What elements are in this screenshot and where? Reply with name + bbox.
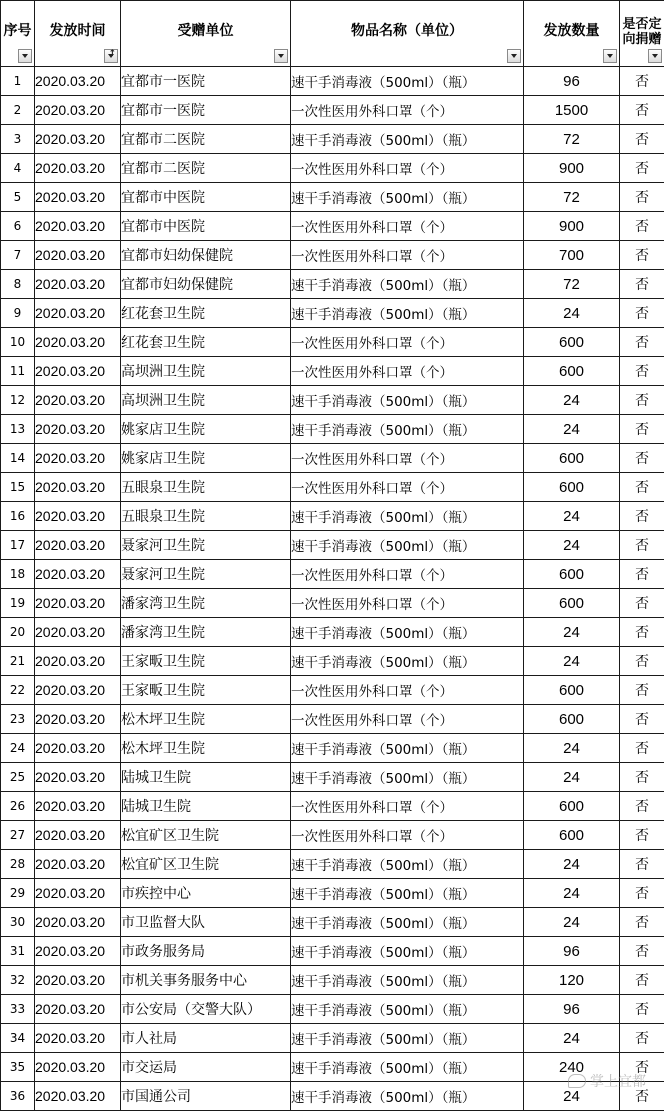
directed-donation-cell[interactable]: 否 — [620, 1024, 664, 1053]
item-name-cell[interactable]: 一次性医用外科口罩（个） — [291, 473, 524, 502]
item-name-filter-button[interactable] — [507, 49, 521, 63]
header-directed-donation — [620, 1, 664, 67]
item-name-cell[interactable]: 一次性医用外科口罩（个） — [291, 444, 524, 473]
issue-date-cell[interactable]: 2020.03.20 — [35, 1024, 121, 1053]
issue-date-cell[interactable]: 2020.03.20 — [35, 125, 121, 154]
issue-date-cell[interactable]: 2020.03.20 — [35, 299, 121, 328]
item-name-cell[interactable]: 速干手消毒液（500ml）（瓶） — [291, 1053, 524, 1082]
recipient-unit-cell[interactable]: 姚家店卫生院 — [121, 415, 291, 444]
recipient-unit-cell[interactable]: 陆城卫生院 — [121, 763, 291, 792]
directed-donation-filter-button[interactable] — [648, 49, 662, 63]
item-name-cell[interactable]: 速干手消毒液（500ml）（瓶） — [291, 415, 524, 444]
table-row — [1, 1053, 664, 1082]
directed-donation-cell[interactable]: 否 — [620, 96, 664, 125]
serial-number-cell[interactable]: 16 — [1, 502, 35, 531]
quantity-cell[interactable]: 96 — [524, 995, 620, 1024]
serial-number-cell[interactable]: 19 — [1, 589, 35, 618]
table-row — [1, 676, 664, 705]
table-row — [1, 473, 664, 502]
recipient-unit-cell[interactable]: 宜都市妇幼保健院 — [121, 270, 291, 299]
quantity-cell[interactable]: 96 — [524, 937, 620, 966]
recipient-unit-cell[interactable]: 松木坪卫生院 — [121, 705, 291, 734]
wechat-logo-icon — [568, 1074, 586, 1088]
serial-number-cell[interactable]: 7 — [1, 241, 35, 270]
serial-number-cell[interactable]: 13 — [1, 415, 35, 444]
issue-date-cell[interactable]: 2020.03.20 — [35, 995, 121, 1024]
issue-date-cell[interactable]: 2020.03.20 — [35, 96, 121, 125]
table-row — [1, 96, 664, 125]
issue-date-cell[interactable]: 2020.03.20 — [35, 386, 121, 415]
directed-donation-cell[interactable]: 否 — [620, 734, 664, 763]
header-issue-date — [35, 1, 121, 67]
table-row — [1, 647, 664, 676]
serial-number-cell[interactable]: 26 — [1, 792, 35, 821]
serial-number-cell[interactable]: 10 — [1, 328, 35, 357]
quantity-cell[interactable]: 600 — [524, 560, 620, 589]
serial-number-cell[interactable]: 2 — [1, 96, 35, 125]
item-name-cell[interactable]: 速干手消毒液（500ml）（瓶） — [291, 299, 524, 328]
item-name-cell[interactable]: 一次性医用外科口罩（个） — [291, 154, 524, 183]
quantity-cell[interactable]: 600 — [524, 473, 620, 502]
serial-number-cell[interactable]: 23 — [1, 705, 35, 734]
issue-date-cell[interactable]: 2020.03.20 — [35, 1053, 121, 1082]
header-serial-number-label: 序号 — [3, 22, 32, 39]
issue-date-cell[interactable]: 2020.03.20 — [35, 67, 121, 96]
quantity-cell[interactable]: 24 — [524, 850, 620, 879]
table-row — [1, 734, 664, 763]
issue-date-sort-filter-button[interactable] — [104, 49, 118, 63]
directed-donation-cell[interactable]: 否 — [620, 589, 664, 618]
serial-number-cell[interactable]: 22 — [1, 676, 35, 705]
issue-date-cell[interactable]: 2020.03.20 — [35, 908, 121, 937]
serial-number-cell[interactable]: 14 — [1, 444, 35, 473]
directed-donation-cell[interactable]: 否 — [620, 241, 664, 270]
item-name-cell[interactable]: 速干手消毒液（500ml）（瓶） — [291, 850, 524, 879]
serial-number-cell[interactable]: 6 — [1, 212, 35, 241]
table-row — [1, 995, 664, 1024]
quantity-filter-button[interactable] — [603, 49, 617, 63]
item-name-cell[interactable]: 速干手消毒液（500ml）（瓶） — [291, 618, 524, 647]
recipient-unit-cell[interactable]: 宜都市妇幼保健院 — [121, 241, 291, 270]
item-name-cell[interactable]: 速干手消毒液（500ml）（瓶） — [291, 995, 524, 1024]
issue-date-cell[interactable]: 2020.03.20 — [35, 415, 121, 444]
serial-number-cell[interactable]: 5 — [1, 183, 35, 212]
quantity-cell[interactable]: 600 — [524, 589, 620, 618]
recipient-unit-cell[interactable]: 王家畈卫生院 — [121, 676, 291, 705]
recipient-unit-cell[interactable]: 五眼泉卫生院 — [121, 473, 291, 502]
directed-donation-cell[interactable]: 否 — [620, 531, 664, 560]
item-name-cell[interactable]: 速干手消毒液（500ml）（瓶） — [291, 125, 524, 154]
item-name-cell[interactable]: 速干手消毒液（500ml）（瓶） — [291, 183, 524, 212]
item-name-cell[interactable]: 一次性医用外科口罩（个） — [291, 705, 524, 734]
quantity-cell[interactable]: 24 — [524, 908, 620, 937]
directed-donation-cell[interactable]: 否 — [620, 937, 664, 966]
quantity-cell[interactable]: 600 — [524, 444, 620, 473]
table-row — [1, 560, 664, 589]
issue-date-cell[interactable]: 2020.03.20 — [35, 154, 121, 183]
serial-number-cell[interactable]: 30 — [1, 908, 35, 937]
header-recipient-unit-label: 受赠单位 — [177, 22, 234, 39]
issue-date-cell[interactable]: 2020.03.20 — [35, 676, 121, 705]
directed-donation-cell[interactable]: 否 — [620, 1053, 664, 1082]
directed-donation-cell[interactable]: 否 — [620, 821, 664, 850]
directed-donation-cell[interactable]: 否 — [620, 763, 664, 792]
directed-donation-cell[interactable]: 否 — [620, 618, 664, 647]
quantity-cell[interactable]: 1500 — [524, 96, 620, 125]
recipient-unit-cell[interactable]: 高坝洲卫生院 — [121, 386, 291, 415]
issue-date-cell[interactable]: 2020.03.20 — [35, 821, 121, 850]
item-name-cell[interactable]: 速干手消毒液（500ml）（瓶） — [291, 763, 524, 792]
recipient-unit-cell[interactable]: 松宜矿区卫生院 — [121, 850, 291, 879]
issue-date-cell[interactable]: 2020.03.20 — [35, 531, 121, 560]
serial-number-cell[interactable]: 3 — [1, 125, 35, 154]
table-row — [1, 937, 664, 966]
watermark-text: 掌上宜都 — [590, 1074, 646, 1090]
dropdown-arrow-icon — [22, 54, 28, 58]
table-row — [1, 386, 664, 415]
directed-donation-cell[interactable]: 否 — [620, 154, 664, 183]
serial-number-cell[interactable]: 1 — [1, 67, 35, 96]
table-row — [1, 589, 664, 618]
header-recipient-unit — [121, 1, 291, 67]
issue-date-cell[interactable]: 2020.03.20 — [35, 850, 121, 879]
serial-number-cell[interactable]: 12 — [1, 386, 35, 415]
directed-donation-cell[interactable]: 否 — [620, 850, 664, 879]
recipient-unit-cell[interactable]: 市机关事务服务中心 — [121, 966, 291, 995]
directed-donation-cell[interactable]: 否 — [620, 386, 664, 415]
item-name-cell[interactable]: 速干手消毒液（500ml）（瓶） — [291, 67, 524, 96]
directed-donation-cell[interactable]: 否 — [620, 908, 664, 937]
table-row — [1, 328, 664, 357]
serial-number-cell[interactable]: 20 — [1, 618, 35, 647]
quantity-cell[interactable]: 72 — [524, 125, 620, 154]
recipient-unit-cell[interactable]: 宜都市二医院 — [121, 154, 291, 183]
directed-donation-cell[interactable]: 否 — [620, 705, 664, 734]
directed-donation-cell[interactable]: 否 — [620, 357, 664, 386]
quantity-cell[interactable]: 24 — [524, 1024, 620, 1053]
recipient-unit-cell[interactable]: 市疾控中心 — [121, 879, 291, 908]
table-row — [1, 763, 664, 792]
serial-number-filter-button[interactable] — [18, 49, 32, 63]
header-row — [1, 1, 664, 67]
recipient-unit-cell[interactable]: 陆城卫生院 — [121, 792, 291, 821]
item-name-cell[interactable]: 一次性医用外科口罩（个） — [291, 357, 524, 386]
table-row — [1, 966, 664, 995]
table-row — [1, 502, 664, 531]
recipient-unit-cell[interactable]: 宜都市中医院 — [121, 212, 291, 241]
serial-number-cell[interactable]: 27 — [1, 821, 35, 850]
quantity-cell[interactable]: 24 — [524, 647, 620, 676]
table-row — [1, 154, 664, 183]
table-row — [1, 792, 664, 821]
item-name-cell[interactable]: 速干手消毒液（500ml）（瓶） — [291, 937, 524, 966]
recipient-unit-cell[interactable]: 聂家河卫生院 — [121, 531, 291, 560]
item-name-cell[interactable]: 一次性医用外科口罩（个） — [291, 589, 524, 618]
issue-date-cell[interactable]: 2020.03.20 — [35, 328, 121, 357]
table-row — [1, 444, 664, 473]
table-row — [1, 415, 664, 444]
item-name-cell[interactable]: 速干手消毒液（500ml）（瓶） — [291, 908, 524, 937]
quantity-cell[interactable]: 600 — [524, 705, 620, 734]
issue-date-cell[interactable]: 2020.03.20 — [35, 618, 121, 647]
recipient-unit-cell[interactable]: 宜都市一医院 — [121, 96, 291, 125]
issue-date-cell[interactable]: 2020.03.20 — [35, 212, 121, 241]
quantity-cell[interactable]: 24 — [524, 299, 620, 328]
item-name-cell[interactable]: 速干手消毒液（500ml）（瓶） — [291, 531, 524, 560]
dropdown-arrow-icon — [278, 54, 284, 58]
serial-number-cell[interactable]: 15 — [1, 473, 35, 502]
serial-number-cell[interactable]: 32 — [1, 966, 35, 995]
watermark — [568, 1071, 646, 1091]
issue-date-cell[interactable]: 2020.03.20 — [35, 1082, 121, 1111]
issue-date-cell[interactable]: 2020.03.20 — [35, 589, 121, 618]
directed-donation-cell[interactable]: 否 — [620, 647, 664, 676]
table-row — [1, 125, 664, 154]
quantity-cell[interactable]: 24 — [524, 502, 620, 531]
serial-number-cell[interactable]: 17 — [1, 531, 35, 560]
issue-date-cell[interactable]: 2020.03.20 — [35, 270, 121, 299]
quantity-cell[interactable]: 24 — [524, 415, 620, 444]
issue-date-cell[interactable]: 2020.03.20 — [35, 473, 121, 502]
header-quantity — [524, 1, 620, 67]
item-name-cell[interactable]: 速干手消毒液（500ml）（瓶） — [291, 386, 524, 415]
item-name-cell[interactable]: 速干手消毒液（500ml）（瓶） — [291, 647, 524, 676]
directed-donation-cell[interactable]: 否 — [620, 995, 664, 1024]
directed-donation-cell[interactable]: 否 — [620, 676, 664, 705]
quantity-cell[interactable]: 700 — [524, 241, 620, 270]
item-name-cell[interactable]: 速干手消毒液（500ml）（瓶） — [291, 270, 524, 299]
issue-date-cell[interactable]: 2020.03.20 — [35, 937, 121, 966]
issue-date-cell[interactable]: 2020.03.20 — [35, 763, 121, 792]
quantity-cell[interactable]: 900 — [524, 212, 620, 241]
recipient-unit-cell[interactable]: 宜都市中医院 — [121, 183, 291, 212]
directed-donation-cell[interactable]: 否 — [620, 415, 664, 444]
table-row — [1, 67, 664, 96]
table-row — [1, 821, 664, 850]
recipient-unit-cell[interactable]: 聂家河卫生院 — [121, 560, 291, 589]
recipient-unit-cell[interactable]: 松木坪卫生院 — [121, 734, 291, 763]
quantity-cell[interactable]: 24 — [524, 1082, 620, 1111]
item-name-cell[interactable]: 一次性医用外科口罩（个） — [291, 821, 524, 850]
quantity-cell[interactable]: 24 — [524, 763, 620, 792]
serial-number-cell[interactable]: 11 — [1, 357, 35, 386]
item-name-cell[interactable]: 一次性医用外科口罩（个） — [291, 212, 524, 241]
directed-donation-cell[interactable]: 否 — [620, 792, 664, 821]
serial-number-cell[interactable]: 4 — [1, 154, 35, 183]
table-row — [1, 908, 664, 937]
recipient-unit-cell[interactable]: 五眼泉卫生院 — [121, 502, 291, 531]
recipient-unit-cell[interactable]: 宜都市一医院 — [121, 67, 291, 96]
quantity-cell[interactable]: 600 — [524, 328, 620, 357]
table-row — [1, 1024, 664, 1053]
quantity-cell[interactable]: 600 — [524, 792, 620, 821]
directed-donation-cell[interactable]: 否 — [620, 270, 664, 299]
recipient-unit-filter-button[interactable] — [274, 49, 288, 63]
quantity-cell[interactable]: 24 — [524, 618, 620, 647]
table-row — [1, 705, 664, 734]
recipient-unit-cell[interactable]: 市政务服务局 — [121, 937, 291, 966]
directed-donation-cell[interactable]: 否 — [620, 1082, 664, 1111]
item-name-cell[interactable]: 一次性医用外科口罩（个） — [291, 792, 524, 821]
directed-donation-cell[interactable]: 否 — [620, 67, 664, 96]
recipient-unit-cell[interactable]: 潘家湾卫生院 — [121, 589, 291, 618]
issue-date-cell[interactable]: 2020.03.20 — [35, 357, 121, 386]
recipient-unit-cell[interactable]: 红花套卫生院 — [121, 299, 291, 328]
item-name-cell[interactable]: 速干手消毒液（500ml）（瓶） — [291, 1024, 524, 1053]
recipient-unit-cell[interactable]: 市国通公司 — [121, 1082, 291, 1111]
directed-donation-cell[interactable]: 否 — [620, 125, 664, 154]
directed-donation-cell[interactable]: 否 — [620, 473, 664, 502]
item-name-cell[interactable]: 一次性医用外科口罩（个） — [291, 241, 524, 270]
header-directed-donation-label: 是否定向捐赠 — [622, 16, 662, 47]
table-row — [1, 618, 664, 647]
recipient-unit-cell[interactable]: 王家畈卫生院 — [121, 647, 291, 676]
issue-date-cell[interactable]: 2020.03.20 — [35, 966, 121, 995]
serial-number-cell[interactable]: 35 — [1, 1053, 35, 1082]
issue-date-cell[interactable]: 2020.03.20 — [35, 502, 121, 531]
quantity-cell[interactable]: 600 — [524, 357, 620, 386]
header-item-name-label: 物品名称（单位） — [351, 22, 463, 39]
item-name-cell[interactable]: 速干手消毒液（500ml）（瓶） — [291, 966, 524, 995]
recipient-unit-cell[interactable]: 市卫监督大队 — [121, 908, 291, 937]
dropdown-arrow-icon — [511, 54, 517, 58]
serial-number-cell[interactable]: 33 — [1, 995, 35, 1024]
directed-donation-cell[interactable]: 否 — [620, 879, 664, 908]
issue-date-cell[interactable]: 2020.03.20 — [35, 241, 121, 270]
quantity-cell[interactable]: 72 — [524, 270, 620, 299]
sort-ascending-icon: ↑ — [108, 49, 116, 59]
item-name-cell[interactable]: 一次性医用外科口罩（个） — [291, 560, 524, 589]
serial-number-cell[interactable]: 8 — [1, 270, 35, 299]
recipient-unit-cell[interactable]: 高坝洲卫生院 — [121, 357, 291, 386]
item-name-cell[interactable]: 速干手消毒液（500ml）（瓶） — [291, 502, 524, 531]
directed-donation-cell[interactable]: 否 — [620, 183, 664, 212]
directed-donation-cell[interactable]: 否 — [620, 560, 664, 589]
recipient-unit-cell[interactable]: 市交运局 — [121, 1053, 291, 1082]
serial-number-cell[interactable]: 34 — [1, 1024, 35, 1053]
recipient-unit-cell[interactable]: 宜都市二医院 — [121, 125, 291, 154]
header-serial-number — [1, 1, 35, 67]
quantity-cell[interactable]: 24 — [524, 531, 620, 560]
issue-date-cell[interactable]: 2020.03.20 — [35, 183, 121, 212]
quantity-cell[interactable]: 96 — [524, 67, 620, 96]
serial-number-cell[interactable]: 36 — [1, 1082, 35, 1111]
serial-number-cell[interactable]: 25 — [1, 763, 35, 792]
header-quantity-label: 发放数量 — [543, 22, 600, 39]
quantity-cell[interactable]: 24 — [524, 386, 620, 415]
recipient-unit-cell[interactable]: 市人社局 — [121, 1024, 291, 1053]
quantity-cell[interactable]: 24 — [524, 879, 620, 908]
serial-number-cell[interactable]: 9 — [1, 299, 35, 328]
recipient-unit-cell[interactable]: 松宜矿区卫生院 — [121, 821, 291, 850]
quantity-cell[interactable]: 600 — [524, 676, 620, 705]
serial-number-cell[interactable]: 29 — [1, 879, 35, 908]
item-name-cell[interactable]: 速干手消毒液（500ml）（瓶） — [291, 879, 524, 908]
serial-number-cell[interactable]: 21 — [1, 647, 35, 676]
table-row — [1, 357, 664, 386]
header-issue-date-label: 发放时间 — [49, 22, 106, 39]
directed-donation-cell[interactable]: 否 — [620, 444, 664, 473]
quantity-cell[interactable]: 240 — [524, 1053, 620, 1082]
issue-date-cell[interactable]: 2020.03.20 — [35, 879, 121, 908]
directed-donation-cell[interactable]: 否 — [620, 966, 664, 995]
item-name-cell[interactable]: 一次性医用外科口罩（个） — [291, 676, 524, 705]
item-name-cell[interactable]: 一次性医用外科口罩（个） — [291, 96, 524, 125]
item-name-cell[interactable]: 速干手消毒液（500ml）（瓶） — [291, 734, 524, 763]
header-item-name — [291, 1, 524, 67]
table-row — [1, 879, 664, 908]
table-row — [1, 212, 664, 241]
quantity-cell[interactable]: 600 — [524, 821, 620, 850]
issue-date-cell[interactable]: 2020.03.20 — [35, 734, 121, 763]
recipient-unit-cell[interactable]: 姚家店卫生院 — [121, 444, 291, 473]
directed-donation-cell[interactable]: 否 — [620, 328, 664, 357]
quantity-cell[interactable]: 72 — [524, 183, 620, 212]
quantity-cell[interactable]: 900 — [524, 154, 620, 183]
serial-number-cell[interactable]: 18 — [1, 560, 35, 589]
serial-number-cell[interactable]: 24 — [1, 734, 35, 763]
recipient-unit-cell[interactable]: 红花套卫生院 — [121, 328, 291, 357]
table-row — [1, 299, 664, 328]
table-row — [1, 270, 664, 299]
table-body — [1, 67, 664, 1111]
quantity-cell[interactable]: 24 — [524, 734, 620, 763]
issue-date-cell[interactable]: 2020.03.20 — [35, 444, 121, 473]
serial-number-cell[interactable]: 28 — [1, 850, 35, 879]
dropdown-arrow-icon — [652, 54, 658, 58]
recipient-unit-cell[interactable]: 潘家湾卫生院 — [121, 618, 291, 647]
table-row — [1, 241, 664, 270]
directed-donation-cell[interactable]: 否 — [620, 212, 664, 241]
issue-date-cell[interactable]: 2020.03.20 — [35, 792, 121, 821]
table-row — [1, 183, 664, 212]
recipient-unit-cell[interactable]: 市公安局（交警大队） — [121, 995, 291, 1024]
table-row — [1, 1082, 664, 1111]
table-row — [1, 531, 664, 560]
directed-donation-cell[interactable]: 否 — [620, 299, 664, 328]
table-row — [1, 850, 664, 879]
item-name-cell[interactable]: 一次性医用外科口罩（个） — [291, 328, 524, 357]
issue-date-cell[interactable]: 2020.03.20 — [35, 705, 121, 734]
item-name-cell[interactable]: 速干手消毒液（500ml）（瓶） — [291, 1082, 524, 1111]
dropdown-arrow-icon — [607, 54, 613, 58]
serial-number-cell[interactable]: 31 — [1, 937, 35, 966]
issue-date-cell[interactable]: 2020.03.20 — [35, 647, 121, 676]
quantity-cell[interactable]: 120 — [524, 966, 620, 995]
directed-donation-cell[interactable]: 否 — [620, 502, 664, 531]
issue-date-cell[interactable]: 2020.03.20 — [35, 560, 121, 589]
